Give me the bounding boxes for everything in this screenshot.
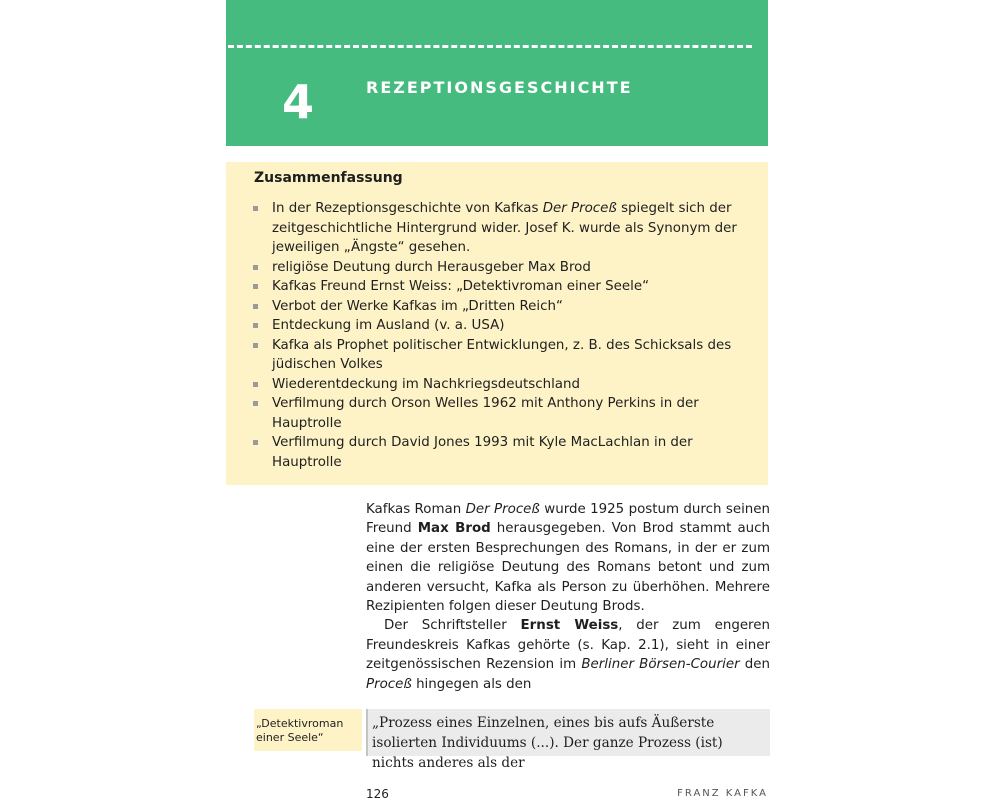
running-title: FRANZ KAFKA — [677, 788, 768, 799]
summary-item: Entdeckung im Ausland (v. a. USA) — [252, 316, 762, 336]
summary-item: Wiederentdeckung im Nachkriegsdeutschland — [252, 375, 762, 395]
chapter-title: REZEPTIONSGESCHICHTE — [366, 78, 633, 97]
summary-item: Kafka als Prophet politischer Entwicklungen, z. B. des Schicksals des jüdischen Volkes — [252, 336, 762, 375]
summary-item: Kafkas Freund Ernst Weiss: „Detektivroman einer Seele“ — [252, 277, 762, 297]
summary-item: Verfilmung durch Orson Welles 1962 mit Anthony Perkins in der Hauptrolle — [252, 394, 762, 433]
summary-list — [252, 199, 762, 472]
header-dashed-line — [228, 45, 752, 48]
summary-item: religiöse Deutung durch Herausgeber Max Brod — [252, 258, 762, 278]
quote-text: „Prozess eines Einzelnen, eines bis aufs Äußerste isolierten Individuums (...). Der ganze Prozess (ist) nichts anderes als der — [372, 715, 723, 771]
body-text — [366, 500, 770, 694]
paragraph-2: Der Schriftsteller Ernst Weiss, der zum engeren Freundeskreis Kafkas gehörte (s. Kap. 2.1), sieht in einer zeitgenössischen Rezension im Berliner Börsen-Courier den Proceß hingegen als den — [366, 618, 771, 692]
chapter-number: 4 — [282, 75, 315, 129]
margin-note: „Detektivroman einer Seele“ — [256, 717, 344, 744]
summary-item: Verfilmung durch David Jones 1993 mit Kyle MacLachlan in der Hauptrolle — [252, 433, 762, 472]
summary-item: In der Rezeptionsgeschichte von Kafkas Der Proceß spiegelt sich der zeitgeschichtliche Hintergrund wider. Josef K. wurde als Synonym der jeweiligen „Ängste“ gesehen. — [252, 199, 762, 258]
page-number: 126 — [366, 787, 389, 801]
summary-heading: Zusammenfassung — [254, 170, 403, 186]
summary-item: Verbot der Werke Kafkas im „Dritten Reich“ — [252, 297, 762, 317]
paragraph-1: Kafkas Roman Der Proceß wurde 1925 postum durch seinen Freund Max Brod herausgegeben. Von Brod stammt auch eine der ersten Besprechungen des Romans, in der er zum einen die religiöse Deutung des Romans betont und zum anderen versucht, Kafka als Person zu überhöhen. Mehrere Rezipienten folgen dieser Deutung Brods. — [366, 502, 771, 615]
